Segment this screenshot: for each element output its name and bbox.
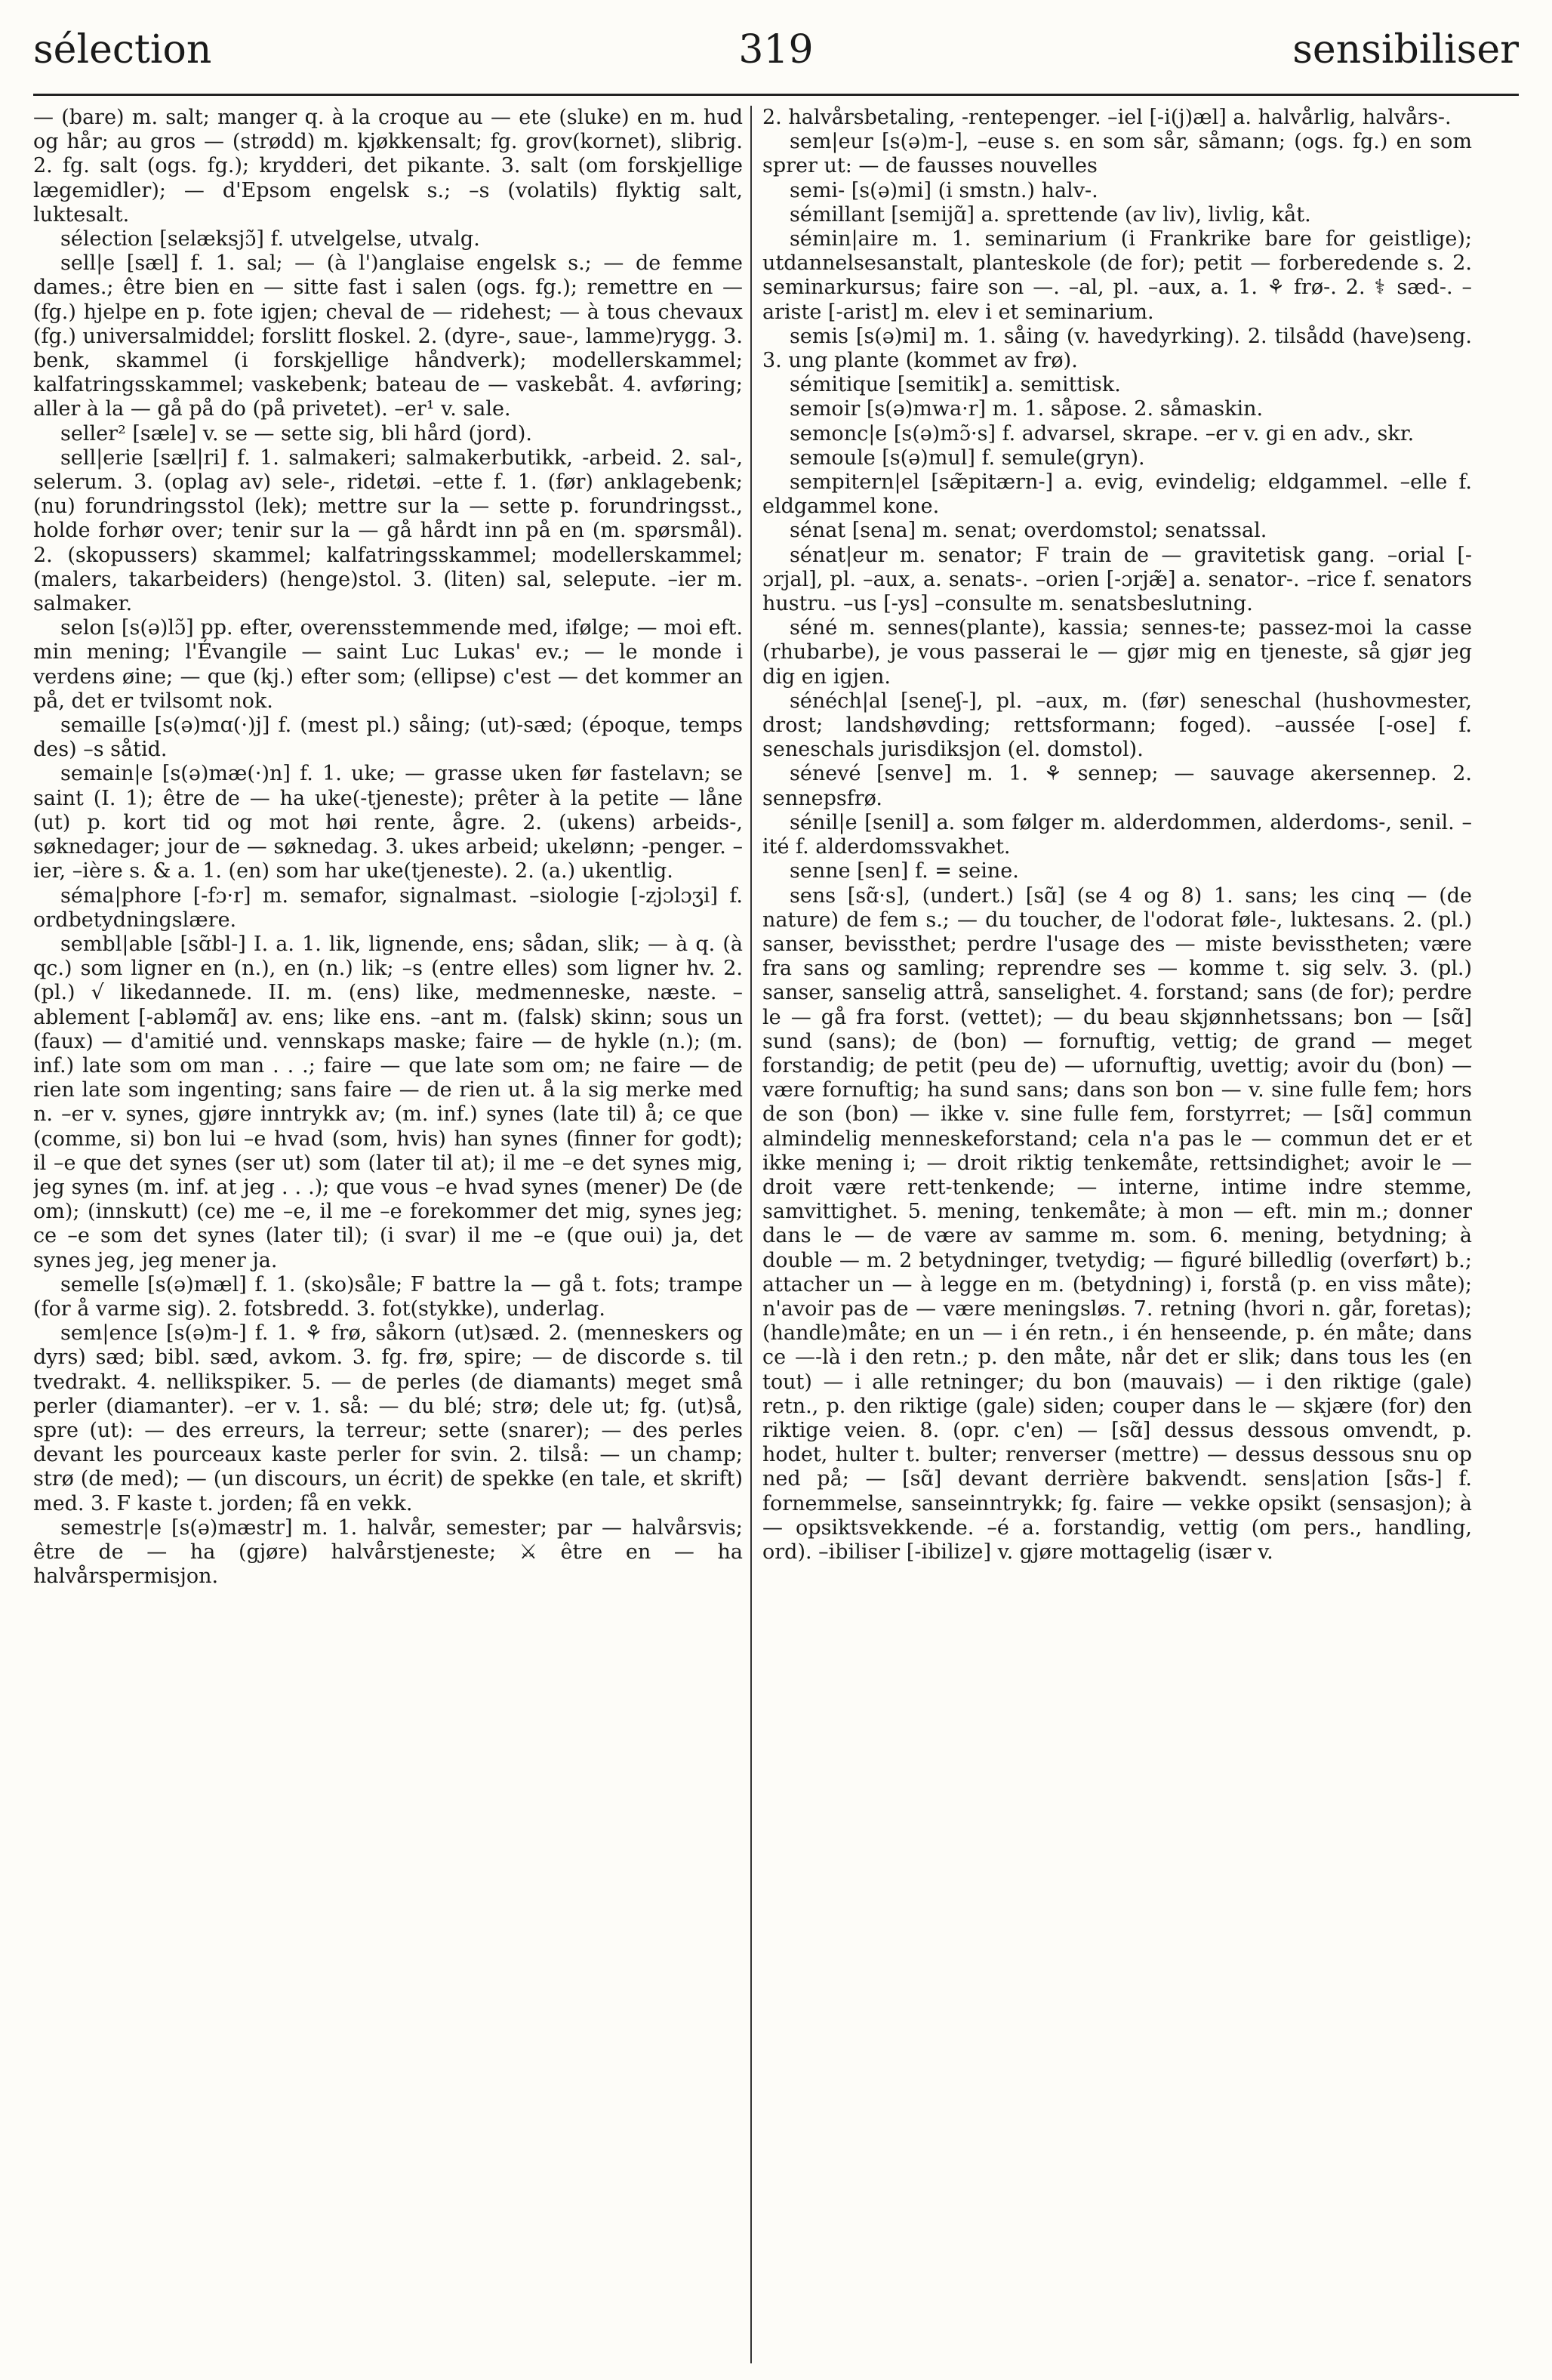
dictionary-entry: sempitern|el [sæ̃pitærn-] a. evig, evindelig; eldgammel. –elle f. eldgammel kone. [762,470,1472,519]
dictionary-entry: sembl|able [sɑ̃bl-] I. a. 1. lik, lignende, ens; sådan, slik; — à q. (à qc.) som ligner en (n.), en (n.) lik; –s (entre elles) som ligner hv. 2. (pl.) √ likedannede. II. m. (ens) like, medmenneske, næste. –ablement [-abləmɑ̃] av. ens; like ens. –ant m. (falsk) skinn; sous un (faux) — d'amitié und. vennskaps maske; faire — de hykle (n.); (m. inf.) late som om man . . .; faire — que late som om; ne faire — de rien late som ingenting; sans faire — de rien ut. å la sig merke med n. –er v. synes, gjøre inntrykk av; (m. inf.) synes (late til) å; ce que (comme, si) bon lui –e hvad (som, hvis) han synes (finner for godt); il –e que det synes (ser ut) som (later til at); il me –e det synes mig, jeg synes (m. inf. at jeg . . .); que vous –e hvad synes (mener) De (de om); (innskutt) (ce) me –e, il me –e forekommer det mig, synes jeg; ce –e som det synes (later til); (i svar) il me –e (que oui) ja, det synes jeg, jeg mener ja. [33,932,743,1272]
header-rule [33,94,1519,96]
dictionary-entry: semestr|e [s(ə)mæstr] m. 1. halvår, semester; par — halvårsvis; être de — ha (gjøre) halvårstjeneste; ⚔ être en — ha halvårspermisjon. [33,1515,743,1589]
dictionary-entry: sélection [selæksjɔ̃] f. utvelgelse, utvalg. [60,227,480,251]
dictionary-entry: séné m. sennes(plante), kassia; sennes-te; passez-moi la casse (rhubarbe), je vous passerai le — gjør mig en tjeneste, så gjør jeg dig en igjen. [762,616,1472,689]
dictionary-entry: semis [s(ə)mi] m. 1. såing (v. havedyrking). 2. tilsådd (have)seng. 3. ung plante (kommet av frø). [762,324,1472,373]
dictionary-entry: — (bare) m. salt; manger q. à la croque au — ete (sluke) en m. hud og hår; au gros — (strødd) m. kjøkkensalt; fg. grov(kornet), slibrig. 2. fg. salt (ogs. fg.); krydderi, det pikante. 3. salt (om forskjellige lægemidler); — d'Epsom engelsk s.; –s (volatils) flyktig salt, luktesalt. [33,106,743,227]
dictionary-entry: semonc|e [s(ə)mɔ̃·s] f. advarsel, skrape. –er v. gi en adv., skr. [790,421,1415,445]
dictionary-entry: semi- [s(ə)mi] (i smstn.) halv-. [790,178,1098,202]
dictionary-entry: sell|e [sæl] f. 1. sal; — (à l')anglaise engelsk s.; — de femme dames.; être bien en — sitte fast i salen (ogs. fg.); remettre en — (fg.) hjelpe en p. fote igjen; cheval de — ridehest; — à tous chevaux (fg.) universalmiddel; forslitt floskel. 2. (dyre-, saue-, lamme)rygg. 3. benk, skammel (i forskjellige håndverk); modellerskammel; kalfatringsskammel; vaskebenk; bateau de — vaskebåt. 4. avføring; aller à la — gå på do (på privetet). –er¹ v. sale. [33,251,743,421]
dictionary-entry: sénat [sena] m. senat; overdomstol; senatssal. [790,519,1267,543]
dictionary-entry: seller² [sæle] v. se — sette sig, bli hård (jord). [60,421,533,445]
dictionary-entry: senne [sen] f. = seine. [790,859,1019,883]
dictionary-entry: sénat|eur m. senator; F train de — gravitetisk gang. –orial [-ɔrjal], pl. –aux, a. senats-. –orien [-ɔrjæ̃] a. senator-. –rice f. senators hustru. –us [-ys] –consulte m. senatsbeslutning. [762,543,1472,616]
dictionary-entry: selon [s(ə)lɔ̃] pp. efter, overensstemmende med, ifølge; — moi eft. min mening; l'Évangile — saint Luc Lukas' ev.; — le monde i verdens øine; — que (kj.) efter som; (ellipse) c'est — det kommer an på, det er tvilsomt nok. [33,616,743,713]
dictionary-entry: sémin|aire m. 1. seminarium (i Frankrike bare for geistlige); utdannelsesanstalt, planteskole (de for); petit — forberedende s. 2. seminarkursus; faire son —. –al, pl. –aux, a. 1. ⚘ frø-. 2. ⚕ sæd-. –ariste [-arist] m. elev i et seminarium. [762,227,1472,324]
dictionary-entry: sémitique [semitik] a. semittisk. [790,373,1121,397]
dictionary-entry: sénevé [senve] m. 1. ⚘ sennep; — sauvage akersennep. 2. sennepsfrø. [762,762,1472,810]
page-header [33,27,1519,88]
dictionary-entry: sell|erie [sæl|ri] f. 1. salmakeri; salmakerbutikk, -arbeid. 2. sal-, selerum. 3. (oplag av) sele-, ridetøi. –ette f. 1. (før) anklagebenk; (nu) forundringsstol (lek); mettre sur la — sette p. forundringsst., holde forhør over; tenir sur la — gå hårdt inn på en (m. spørsmål). 2. (skopussers) skammel; kalfatringsskammel; modellerskammel; (malers, takarbeiders) (henge)stol. 3. (liten) sal, selepute. –ier m. salmaker. [33,445,743,616]
dictionary-entry: sénéch|al [seneʃ-], pl. –aux, m. (før) seneschal (hushovmester, drost; landshøvding; rettsformann; foged). –aussée [-ose] f. seneschals jurisdiksjon (el. domstol). [762,689,1472,762]
dictionary-entry: séma|phore [-fɔ·r] m. semafor, signalmast. –siologie [-zjɔlɔʒi] f. ordbetydningslære. [33,883,743,932]
dictionary-entry: semoir [s(ə)mwa·r] m. 1. såpose. 2. såmaskin. [790,397,1264,421]
left-column [33,106,743,2363]
dictionary-entry: sémillant [semijɑ̃] a. sprettende (av liv), livlig, kåt. [790,202,1311,227]
dictionary-entry: sem|eur [s(ə)m-], –euse s. en som sår, såmann; (ogs. fg.) en som sprer ut: — de fausses nouvelles [762,130,1472,178]
right-guide-word: sensibiliser [1292,27,1519,72]
dictionary-entry: semoule [s(ə)mul] f. semule(gryn). [790,445,1145,470]
dictionary-entry: semelle [s(ə)mæl] f. 1. (sko)såle; F battre la — gå t. fots; trampe (for å varme sig). 2. fotsbredd. 3. fot(stykke), underlag. [33,1272,743,1321]
dictionary-entry: semain|e [s(ə)mæ(·)n] f. 1. uke; — grasse uken før fastelavn; se saint (I. 1); être de — ha uke(-tjeneste); prêter à la petite — låne (ut) p. kort tid og mot høi rente, ågre. 2. (ukens) arbeids-, søknedager; jour de — søknedag. 3. ukes arbeid; ukelønn; -penger. –ier, –ière s. & a. 1. (en) som har uke(tjeneste). 2. (a.) ukentlig. [33,762,743,883]
column-divider [750,106,752,2363]
page-number: 319 [738,27,814,72]
left-guide-word: sélection [33,27,212,72]
dictionary-entry: semaille [s(ə)mɑ(·)j] f. (mest pl.) såing; (ut)-sæd; (époque, temps des) –s såtid. [33,714,743,762]
dictionary-entry: sénil|e [senil] a. som følger m. alderdommen, alderdoms-, senil. –ité f. alderdomssvakhet. [762,810,1472,859]
dictionary-entry: sens [sɑ̃·s], (undert.) [sɑ̃] (se 4 og 8) 1. sans; les cinq — (de nature) de fem s.; — du toucher, de l'odorat føle-, luktesans. 2. (pl.) sanser, bevissthet; perdre l'usage des — miste bevisstheten; være fra sans og samling; reprendre ses — komme t. sig selv. 3. (pl.) sanser, sanselig attrå, sanselighet. 4. forstand; sans (de for); perdre le — gå fra forst. (vettet); — du beau skjønnhetssans; bon — [sɑ̃] sund (sans); de (bon) — fornuftig, vettig; de grand — meget forstandig; de petit (peu de) — ufornuftig, uvettig; avoir du (bon) — være fornuftig; ha sund sans; dans son bon — v. sine fulle fem; hors de son (bon) — ikke v. sine fulle fem, forstyrret; — [sɑ̃] commun almindelig menneskeforstand; cela n'a pas le — commun det er et ikke mening i; — droit riktig tenkemåte, rettsindighet; avoir le — droit være rett-tenkende; — interne, intime indre stemme, samvittighet. 5. mening, tenkemåte; à mon — eft. min m.; donner dans le — de være av samme m. som. 6. mening, betydning; à double — m. 2 betydninger, tvetydig; — figuré billedlig (overført) b.; attacher un — à legge en m. (betydning) i, forstå (p. en viss måte); n'avoir pas de — være meningsløs. 7. retning (hvori n. går, foretas); (handle)måte; en un — i én retn., i én henseende, p. én måte; dans ce —-là i den retn.; p. den måte, når det er slik; dans tous les (en tout) — i alle retninger; du bon (mauvais) — i den riktige (gale) retn., p. den riktige (gale) siden; couper dans le — skjære (for) den riktige veien. 8. (opr. c'en) — [sɑ̃] dessus dessous omvendt, p. hodet, hulter t. bulter; renverser (mettre) — dessus dessous snu op ned på; — [sɑ̃] devant derrière bakvendt. sens|ation [sɑ̃s-] f. fornemmelse, sanseinntrykk; fg. faire — vekke opsikt (sensasjon); à — opsiktsvekkende. –é a. forstandig, vettig (om pers., handling, ord). –ibiliser [-ibilize] v. gjøre mottagelig (især v. [762,883,1472,1564]
dictionary-entry: 2. halvårsbetaling, -rentepenger. –iel [-i(j)æl] a. halvårlig, halvårs-. [762,106,1452,129]
dictionary-entry: sem|ence [s(ə)m-] f. 1. ⚘ frø, såkorn (ut)sæd. 2. (menneskers og dyrs) sæd; bibl. sæd, avkom. 3. fg. frø, spire; — de discorde s. til tvedrakt. 4. nellikspiker. 5. — de perles (de diamants) meget små perler (diamanter). –er v. 1. så: — du blé; strø; dele ut; fg. (ut)så, spre (ut): — des erreurs, la terreur; sette (snarer); — des perles devant les pourceaux kaste perler for svin. 2. tilså: — un champ; strø (de med); — (un discours, un écrit) de spekke (en tale, et skrift) med. 3. F kaste t. jorden; få en vekk. [33,1321,743,1515]
right-column [762,106,1472,2363]
